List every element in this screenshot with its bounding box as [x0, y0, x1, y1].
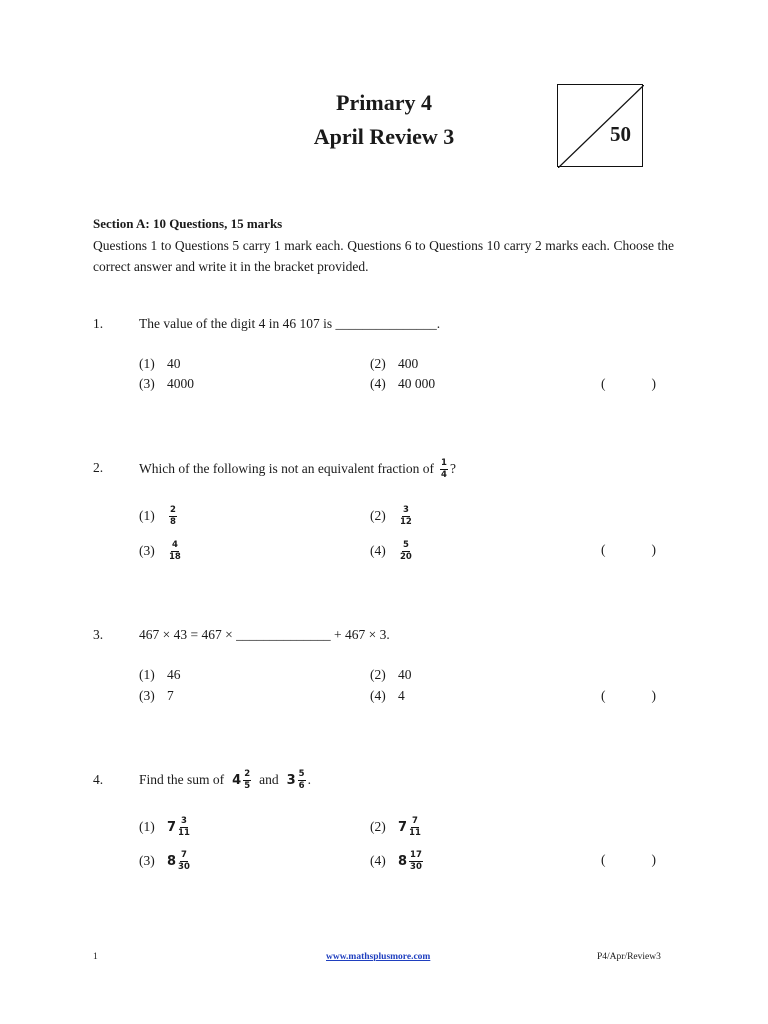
mixed-whole: 4	[232, 772, 242, 788]
option-label: (4)	[370, 688, 386, 703]
option[interactable]	[139, 376, 194, 392]
option-label: (1)	[139, 508, 155, 523]
option-label: (3)	[139, 688, 155, 703]
page-number: 1	[93, 952, 98, 962]
fraction-numerator: 2	[244, 769, 251, 779]
question-text: Which of the following is not an equivalent fraction of	[139, 461, 435, 476]
fraction-numerator: 4	[171, 540, 178, 550]
option[interactable]	[139, 536, 183, 566]
bracket-close: )	[651, 542, 656, 557]
option[interactable]	[370, 376, 435, 392]
option-label: (4)	[370, 543, 386, 558]
fraction-numerator: 7	[181, 850, 187, 860]
fraction-numerator: 3	[181, 816, 187, 826]
document-code: P4/Apr/Review3	[597, 952, 661, 962]
question-fraction	[440, 459, 448, 479]
score-box	[557, 84, 643, 167]
option[interactable]	[139, 356, 181, 372]
question-text-line	[139, 454, 456, 484]
option[interactable]	[139, 846, 192, 876]
option-fraction	[169, 541, 181, 561]
fraction-numerator: 1	[441, 458, 447, 468]
option[interactable]	[370, 846, 425, 876]
mixed-fraction	[298, 770, 306, 790]
bracket-close: )	[651, 376, 656, 391]
answer-bracket[interactable]	[601, 688, 656, 704]
option[interactable]	[139, 667, 181, 683]
fraction-numerator: 3	[402, 505, 409, 515]
fraction-denominator: 20	[400, 551, 412, 562]
bracket-close: )	[651, 688, 656, 703]
question-end: .	[307, 772, 311, 787]
section-heading: Section A: 10 Questions, 15 marks	[93, 216, 283, 231]
option[interactable]	[139, 812, 192, 842]
question-joiner: and	[259, 772, 279, 787]
bracket-open: (	[601, 376, 606, 391]
question-number: 1.	[93, 316, 104, 331]
option[interactable]	[139, 501, 179, 531]
fraction-denominator: 11	[178, 827, 190, 838]
fraction-denominator: 4	[441, 469, 447, 480]
question-number: 4.	[93, 772, 104, 787]
option-label: (3)	[139, 376, 155, 391]
score-total: 50	[610, 122, 631, 146]
fraction-denominator: 12	[400, 516, 412, 527]
fraction-denominator: 30	[178, 861, 190, 872]
fraction-denominator: 8	[170, 516, 176, 527]
option-fraction	[178, 851, 190, 871]
option-fraction	[409, 851, 423, 871]
option-value: 40	[398, 667, 412, 682]
fraction-denominator: 18	[169, 551, 181, 562]
option-value: 4	[398, 688, 405, 703]
fraction-numerator: 2	[170, 505, 176, 515]
option-whole: 7	[167, 819, 177, 835]
option-value: 40	[167, 356, 181, 371]
option-whole: 7	[398, 819, 408, 835]
option-label: (2)	[370, 508, 386, 523]
option-fraction	[400, 506, 412, 526]
bracket-open: (	[601, 852, 606, 867]
option-label: (1)	[139, 819, 155, 834]
option-whole: 8	[167, 853, 177, 869]
option-value: 4000	[167, 376, 194, 391]
mixed-whole: 3	[286, 772, 296, 788]
question-text: The value of the digit 4 in 46 107 is _______________.	[139, 316, 441, 331]
bracket-open: (	[601, 542, 606, 557]
answer-bracket[interactable]	[601, 376, 656, 392]
option-label: (2)	[370, 356, 386, 371]
option-label: (3)	[139, 853, 155, 868]
title-primary: Primary 4	[336, 90, 432, 115]
option-fraction	[178, 817, 190, 837]
question-text-line	[139, 765, 311, 795]
score-box-diagonal	[558, 85, 644, 168]
option-value: 400	[398, 356, 419, 371]
option-label: (1)	[139, 667, 155, 682]
fraction-numerator: 17	[410, 850, 422, 860]
answer-bracket[interactable]	[601, 852, 656, 868]
option-label: (4)	[370, 853, 386, 868]
option-label: (1)	[139, 356, 155, 371]
option[interactable]	[139, 688, 174, 704]
fraction-numerator: 7	[412, 816, 418, 826]
option[interactable]	[370, 667, 412, 683]
fraction-denominator: 30	[410, 861, 422, 872]
fraction-numerator: 5	[298, 769, 305, 779]
option-label: (4)	[370, 376, 386, 391]
bracket-open: (	[601, 688, 606, 703]
question-text: 467 × 43 = 467 × ______________ + 467 × 3.	[139, 627, 390, 642]
option[interactable]	[370, 501, 414, 531]
question-number: 3.	[93, 627, 104, 642]
fraction-numerator: 5	[402, 540, 409, 550]
website-link[interactable]: www.mathsplusmore.com	[326, 952, 431, 962]
option[interactable]	[370, 356, 418, 372]
title-review: April Review 3	[313, 124, 455, 149]
mixed-fraction	[243, 770, 251, 790]
option-value: 40 000	[398, 376, 436, 391]
option-value: 7	[167, 688, 174, 703]
option-label: (2)	[370, 819, 386, 834]
option-value: 46	[167, 667, 181, 682]
question-number: 2.	[93, 460, 104, 475]
option-label: (2)	[370, 667, 386, 682]
option[interactable]	[370, 688, 405, 704]
fraction-denominator: 5	[244, 780, 251, 791]
fraction-denominator: 11	[409, 827, 421, 838]
option-fraction	[409, 817, 421, 837]
option-fraction	[169, 506, 177, 526]
option-whole: 8	[398, 853, 408, 869]
question-text: Find the sum of	[139, 772, 225, 787]
fraction-denominator: 6	[298, 780, 305, 791]
bracket-close: )	[651, 852, 656, 867]
option-label: (3)	[139, 543, 155, 558]
answer-bracket[interactable]	[601, 542, 656, 558]
option[interactable]	[370, 812, 423, 842]
question-end: ?	[449, 461, 456, 476]
section-instructions: Questions 1 to Questions 5 carry 1 mark each. Questions 6 to Questions 10 carry 2 marks each. Choose the correct answer and write it in the bracket provided.	[93, 238, 674, 274]
option-fraction	[400, 541, 412, 561]
option[interactable]	[370, 536, 414, 566]
